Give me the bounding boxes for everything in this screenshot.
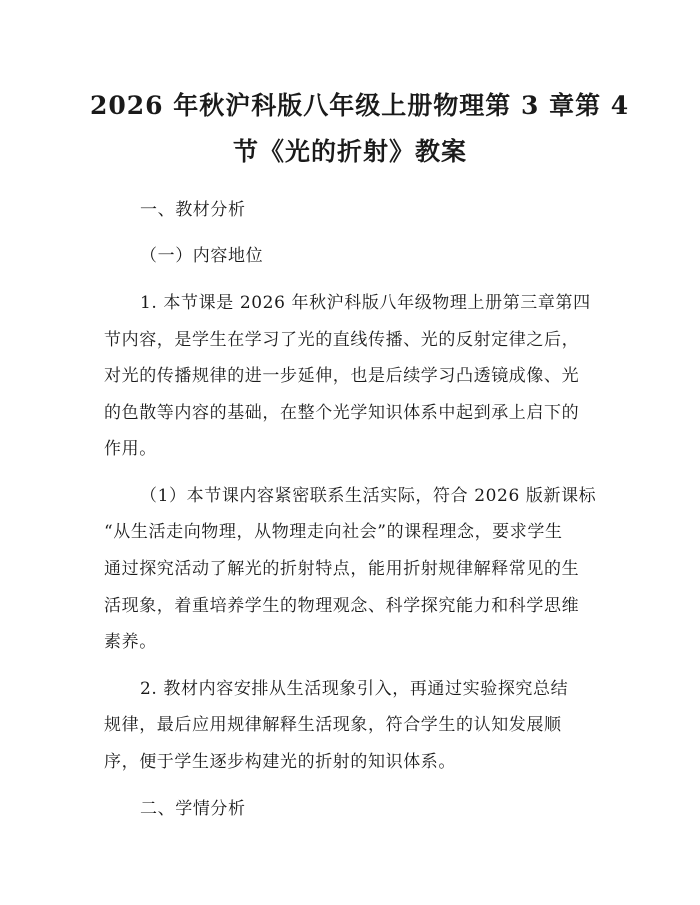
section-heading-textbook-analysis: 一、教材分析 [140,200,246,220]
paragraph-2-line-3: 通过探究活动了解光的折射特点，能用折射规律解释常见的生 [104,559,580,579]
paragraph-2-line-4: 活现象，着重培养学生的物理观念、科学探究能力和科学思维 [104,596,580,616]
paragraph-2-line-1: （1）本节课内容紧密联系生活实际，符合 2026 版新课标 [140,486,597,506]
paragraph-1-line-1: 1. 本节课是 2026 年秋沪科版八年级物理上册第三章第四 [140,293,591,313]
paragraph-3-line-2: 规律，最后应用规律解释生活现象，符合学生的认知发展顺 [104,715,562,735]
paragraph-3-line-1: 2. 教材内容安排从生活现象引入，再通过实验探究总结 [140,679,569,699]
section-heading-student-analysis: 二、学情分析 [140,799,246,819]
paragraph-1-line-5: 作用。 [104,439,157,459]
paragraph-1-line-4: 的色散等内容的基础，在整个光学知识体系中起到承上启下的 [104,403,580,423]
paragraph-1-line-2: 节内容，是学生在学习了光的直线传播、光的反射定律之后， [104,330,580,350]
paragraph-2-line-2: “从生活走向物理，从物理走向社会”的课程理念，要求学生 [104,522,563,542]
paragraph-3-line-3: 序，便于学生逐步构建光的折射的知识体系。 [104,752,456,772]
subsection-heading-content-position: （一）内容地位 [140,246,264,266]
document-title-line-2: 节《光的折射》教案 [232,137,467,166]
paragraph-2-line-5: 素养。 [104,632,157,652]
document-title-line-1: 2026 年秋沪科版八年级上册物理第 3 章第 4 [90,91,630,120]
paragraph-1-line-3: 对光的传播规律的进一步延伸，也是后续学习凸透镜成像、光 [104,366,580,386]
